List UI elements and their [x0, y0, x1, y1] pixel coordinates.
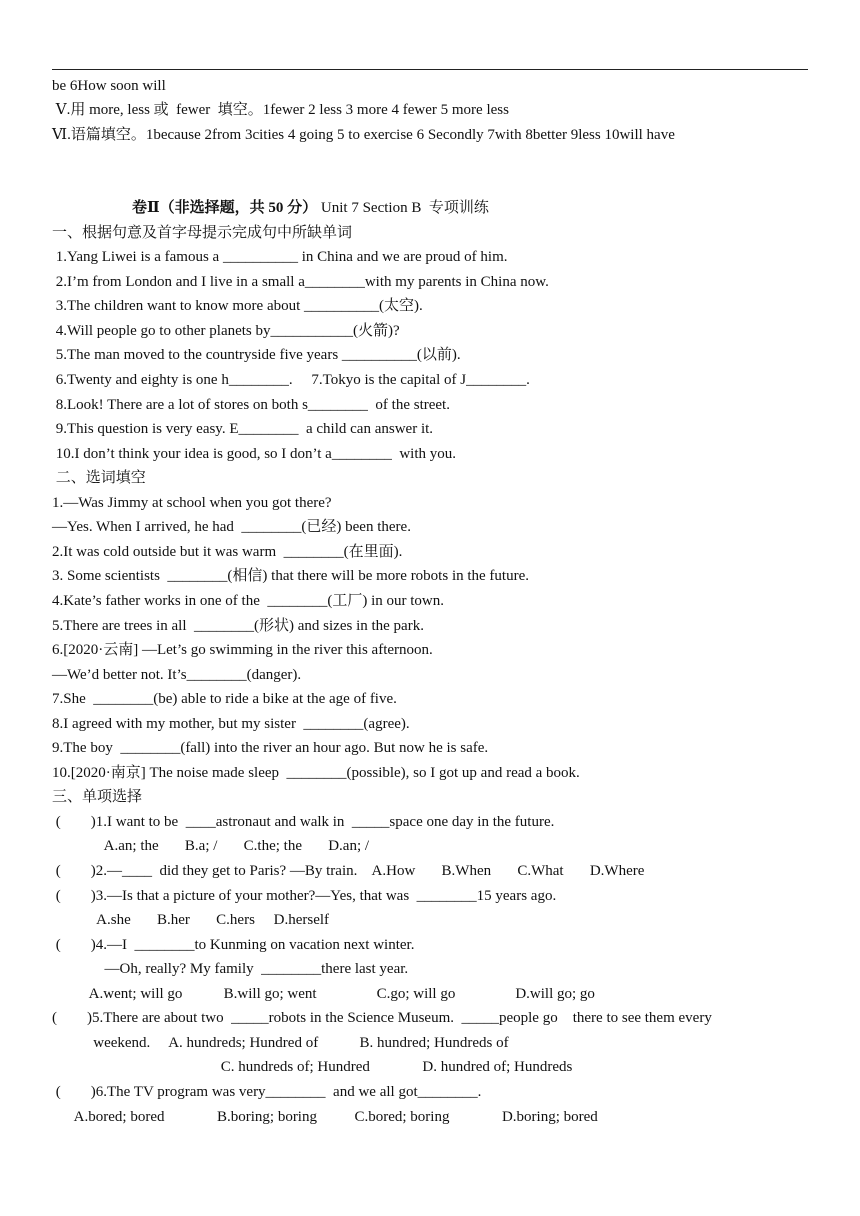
section-title-rest: Unit 7 Section B 专项训练 [317, 200, 489, 216]
section1-heading: 一、根据句意及首字母提示完成句中所缺单词 [52, 225, 353, 241]
section3-line: ( )5.There are about two _____robots in the Science Museum. _____people go there to see them every [52, 1010, 712, 1026]
section3-line: ( )2.—____ did they get to Paris? —By train. A.How B.When C.What D.Where [52, 863, 645, 879]
section3-line: —Oh, really? My family ________there last year. [52, 961, 409, 977]
section1-item: 8.Look! There are a lot of stores on both s________ of the street. [52, 397, 450, 413]
section1-item: 1.Yang Liwei is a famous a __________ in China and we are proud of him. [52, 249, 508, 265]
section1-item: 3.The children want to know more about __________(太空). [52, 298, 423, 314]
section1-item: 5.The man moved to the countryside five years __________(以前). [52, 347, 461, 363]
section3-line: ( )1.I want to be ____astronaut and walk in _____space one day in the future. [52, 814, 555, 830]
section3-line: A.she B.her C.hers D.herself [52, 912, 330, 928]
answer-line-3: Ⅵ.语篇填空。1because 2from 3cities 4 going 5 to exercise 6 Secondly 7with 8better 9less 10will have [52, 127, 675, 143]
section1-item: 2.I’m from London and I live in a small a________with my parents in China now. [52, 274, 549, 290]
answer-line-1: be 6How soon will [52, 78, 166, 94]
section1-item: 4.Will people go to other planets by___________(火箭)? [52, 323, 400, 339]
section1-item: 6.Twenty and eighty is one h________. 7.Tokyo is the capital of J________. [52, 372, 530, 388]
section3-line: A.an; the B.a; / C.the; the D.an; / [52, 838, 370, 854]
section2-line: 2.It was cold outside but it was warm ________(在里面). [52, 544, 403, 560]
answer-line-2: Ⅴ.用 more, less 或 fewer 填空。1fewer 2 less 3 more 4 fewer 5 more less [52, 102, 509, 118]
top-rule [52, 69, 808, 70]
section2-line: —Yes. When I arrived, he had ________(已经) been there. [52, 519, 411, 535]
section2-line: 7.She ________(be) able to ride a bike at the age of five. [52, 691, 397, 707]
section3-line: C. hundreds of; Hundred D. hundred of; Hundreds [52, 1059, 573, 1075]
section2-line: 5.There are trees in all ________(形状) and sizes in the park. [52, 618, 424, 634]
section2-line: 8.I agreed with my mother, but my sister ________(agree). [52, 716, 410, 732]
section2-line: 3. Some scientists ________(相信) that there will be more robots in the future. [52, 568, 529, 584]
section2-line: 9.The boy ________(fall) into the river an hour ago. But now he is safe. [52, 740, 489, 756]
section-title-bold: 卷Ⅱ（非选择题，共 50 分） [132, 200, 318, 216]
section3-line: A.went; will go B.will go; went C.go; will go D.will go; go [52, 986, 595, 1002]
section-title [132, 199, 489, 217]
section3-line: ( )3.—Is that a picture of your mother?—Yes, that was ________15 years ago. [52, 888, 557, 904]
section2-line: —We’d better not. It’s________(danger). [52, 667, 302, 683]
section3-line: ( )6.The TV program was very________ and we all got________. [52, 1084, 482, 1100]
section2-line: 4.Kate’s father works in one of the ________(工厂) in our town. [52, 593, 445, 609]
section3-line: weekend. A. hundreds; Hundred of B. hundred; Hundreds of [52, 1035, 509, 1051]
section2-line: 10.[2020·南京] The noise made sleep ________(possible), so I got up and read a book. [52, 765, 580, 781]
section2-line: 1.—Was Jimmy at school when you got there? [52, 495, 332, 511]
section3-line: A.bored; bored B.boring; boring C.bored; boring D.boring; bored [52, 1109, 598, 1125]
section1-item: 10.I don’t think your idea is good, so I don’t a________ with you. [52, 446, 457, 462]
section2-line: 6.[2020·云南] —Let’s go swimming in the river this afternoon. [52, 642, 433, 658]
section3-line: ( )4.—I ________to Kunming on vacation next winter. [52, 937, 415, 953]
section1-item: 9.This question is very easy. E________ a child can answer it. [52, 421, 434, 437]
section2-heading: 二、选词填空 [52, 470, 146, 486]
section3-heading: 三、单项选择 [52, 789, 143, 805]
